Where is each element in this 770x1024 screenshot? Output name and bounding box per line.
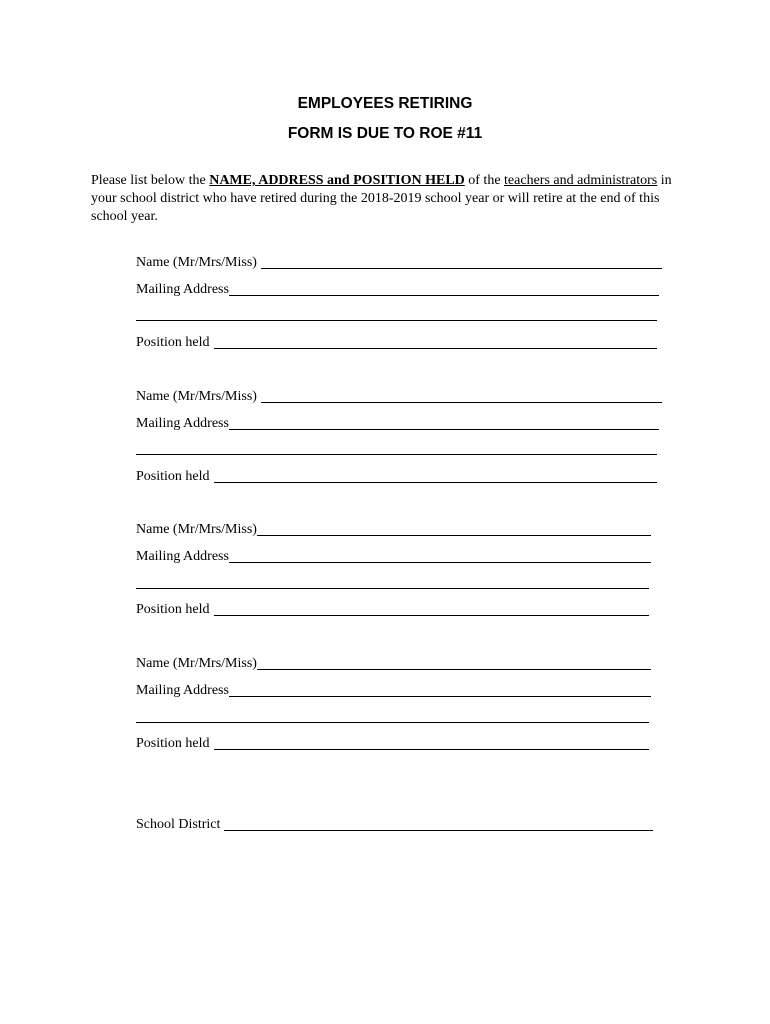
instructions-text-start: Please list below the	[91, 173, 210, 188]
name-label: Name (Mr/Mrs/Miss)	[136, 522, 257, 537]
position-label: Position held	[136, 335, 210, 350]
entry-3-name-field[interactable]	[136, 521, 651, 539]
address-input-line[interactable]	[229, 696, 651, 697]
address-input-line[interactable]	[229, 429, 659, 430]
entry-4-address-line-2[interactable]	[136, 722, 649, 723]
address-input-line[interactable]	[229, 295, 659, 296]
name-label: Name (Mr/Mrs/Miss)	[136, 255, 257, 270]
entry-3-address-line-2[interactable]	[136, 588, 649, 589]
position-label: Position held	[136, 736, 210, 751]
position-input-line[interactable]	[214, 482, 657, 483]
mailing-address-label: Mailing Address	[136, 683, 229, 698]
school-district-label: School District	[136, 817, 221, 832]
position-label: Position held	[136, 602, 210, 617]
entry-2-position-field[interactable]	[136, 468, 657, 486]
school-district-field[interactable]	[136, 816, 653, 834]
entry-4-address-field[interactable]	[136, 682, 651, 700]
entry-4-name-field[interactable]	[136, 655, 651, 673]
position-input-line[interactable]	[214, 348, 657, 349]
instructions-required-fields: NAME, ADDRESS and POSITION HELD	[209, 173, 465, 188]
mailing-address-label: Mailing Address	[136, 282, 229, 297]
instructions-text-middle: of the	[464, 173, 505, 188]
entry-1-address-line-2[interactable]	[136, 320, 657, 321]
instructions-paragraph	[91, 172, 691, 226]
instructions-target-group: teachers and administrators	[504, 173, 658, 188]
mailing-address-label: Mailing Address	[136, 416, 229, 431]
name-input-line[interactable]	[257, 669, 651, 670]
position-input-line[interactable]	[214, 749, 649, 750]
name-label: Name (Mr/Mrs/Miss)	[136, 656, 257, 671]
instructions-text-end: in your school district who have retired during the 2018-2019 school year or will retire at the end of this school year.	[91, 173, 672, 224]
form-title: EMPLOYEES RETIRING	[297, 95, 473, 112]
position-input-line[interactable]	[214, 615, 649, 616]
entry-3-address-field[interactable]	[136, 548, 651, 566]
form-subtitle: FORM IS DUE TO ROE #11	[287, 125, 483, 142]
entry-2-name-field[interactable]	[136, 388, 662, 406]
position-label: Position held	[136, 469, 210, 484]
entry-1-name-field[interactable]	[136, 254, 662, 272]
name-label: Name (Mr/Mrs/Miss)	[136, 389, 257, 404]
entry-4-position-field[interactable]	[136, 735, 649, 753]
entry-1-position-field[interactable]	[136, 334, 657, 352]
name-input-line[interactable]	[261, 268, 662, 269]
address-input-line[interactable]	[229, 562, 651, 563]
mailing-address-label: Mailing Address	[136, 549, 229, 564]
entry-2-address-field[interactable]	[136, 415, 659, 433]
entry-3-position-field[interactable]	[136, 601, 649, 619]
school-district-input-line[interactable]	[224, 830, 653, 831]
name-input-line[interactable]	[261, 402, 662, 403]
entry-2-address-line-2[interactable]	[136, 454, 657, 455]
name-input-line[interactable]	[257, 535, 651, 536]
entry-1-address-field[interactable]	[136, 281, 659, 299]
